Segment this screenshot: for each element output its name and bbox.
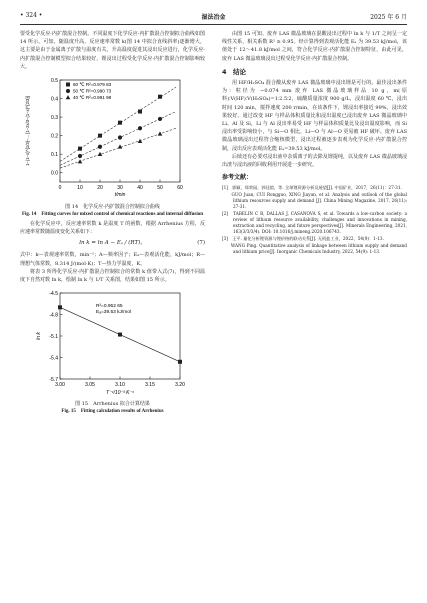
data-point bbox=[66, 89, 70, 93]
chart-annotation: R²=0.952 65 bbox=[96, 304, 123, 310]
data-point bbox=[158, 117, 162, 121]
y-tick-label: 0.4 bbox=[51, 96, 58, 103]
right-column bbox=[222, 30, 407, 256]
y-axis-label: ln k bbox=[36, 332, 42, 341]
reference-item: [1] 郭颖，郑荣园，郭佳韵，等. 全球锂资源分析及展望[J]. 中国矿业，2017，26(11)：27-31. bbox=[222, 185, 402, 191]
data-point bbox=[58, 306, 62, 310]
reference-item: [3] 王平. 量化分析锂资源与锂价格的联动关系[J]. 无机盐工业，2022，54(9)：1-13. bbox=[222, 236, 384, 242]
figure-14-caption bbox=[20, 204, 205, 218]
data-point bbox=[118, 135, 122, 139]
y-tick-label: -4.8 bbox=[49, 312, 58, 319]
right-paragraph-3: 后续还有必要对浸出液中杂质离子的去除及锂提纯，以及废弃 LAS 微晶玻璃浸出渣与浸出液的回收利用开展进一步研究。 bbox=[222, 153, 407, 169]
figure-14-caption-cn: 图 14 化学反应-内扩散混合控制拟合曲线 bbox=[65, 204, 160, 211]
right-paragraph-2: 用 HF/H₂SO₄ 混合酸从废弃 LAS 微晶玻璃中浸出锂是可行的。最佳浸出条件为：粒径为 −0.074 mm 废弃 LAS 微晶玻璃样品 10 g，m(原料)∶V(HF)∶V(H₂SO₄)=1∶2.5∶2，硫酸质量浓度 900 g/L，浸出温度 60 ℃，浸出时间 120 min，搅拌速度 200 r/min，在该条件下，锂浸出率接近 99%，浸出效果较好。通过改变 HF 与样品体积质量比和浸出温度已浸出废弃 LAS 微晶玻璃中 Li、Al 及 Si，Li 与 Al 浸出率易受 HF 与样品体积质量比及浸出温度影响，而 Si 浸出率受影响较小，与 Si—O 相比，Li—O 与 Al—O 更易被 HF 破坏。废弃 LAS 微晶玻璃浸出过程符合缩核模型，浸出过程被逐步表观为化学反应-内扩散混合控制，浸出反应表观活化能 Eₐ=39.53 kJ/mol。 bbox=[222, 80, 407, 152]
data-point bbox=[138, 139, 143, 143]
reference-item: GUO Juan, CUI Rongguo, XING Jiayun, et al. Analysis and outlook of the global lithium resources supply and demand [J]. China Mining Magazine, 2017, 26(11): 27-31. bbox=[222, 192, 407, 210]
data-point bbox=[118, 144, 123, 148]
data-point bbox=[138, 126, 142, 130]
legend-entry: 40 ℃ R²=0.991 98 bbox=[73, 95, 112, 101]
reference-item: [2] TABELIN C B, DALLAS J, CASANOVA S, et al. Towards a low-carbon society: a review of lithium resource availability, challenges and innovations in mining, extraction and recycling, and future perspectives[J]. Minerals Engineering, 2021, 163(3/3/3/4). DOI: 10.1016/j.mineng.2020.106743. bbox=[222, 211, 407, 235]
data-point bbox=[158, 95, 162, 99]
data-point bbox=[66, 95, 71, 99]
data-point bbox=[98, 134, 102, 138]
y-tick-label: 0.1 bbox=[51, 151, 58, 158]
journal-name: 湿法冶金 bbox=[201, 14, 226, 21]
equation-body: ln k = ln A − Eₐ / (RT)。 bbox=[79, 240, 146, 247]
data-point bbox=[66, 83, 70, 87]
data-point bbox=[98, 145, 102, 149]
left-paragraph-3: 式中：k—表观速率常数，min⁻¹；A—频率因子；Eₐ—表观活化能，kJ/mol；R—理想气体常数，8.314 J/(mol·K)；T—热力学温度，K。 bbox=[20, 252, 205, 267]
legend-entry: 60 ℃ R²=0.979 83 bbox=[73, 82, 112, 88]
data-point bbox=[98, 152, 103, 156]
data-point bbox=[138, 110, 142, 114]
data-point bbox=[158, 131, 163, 135]
figure-15-caption bbox=[20, 401, 205, 415]
equation-7 bbox=[20, 236, 205, 251]
x-tick-label: 3.15 bbox=[145, 382, 155, 389]
x-axis-label: t/min bbox=[114, 192, 126, 199]
data-point bbox=[78, 159, 83, 163]
x-tick-label: 3.20 bbox=[175, 382, 185, 389]
left-paragraph-4: 将表 3 所得化学反应-内扩散混合控制拟合的常数 k 值带入式(7)，得到不同温度下自然对数 ln k，绘制 ln k 与 1/T 关系图，结果如图 15 所示。 bbox=[20, 268, 205, 284]
x-tick-label: 10 bbox=[77, 185, 83, 192]
figure-15-chart bbox=[20, 287, 205, 399]
y-tick-label: -5.7 bbox=[49, 377, 58, 384]
chart-annotation: Eₐ=39.53 kJ/mol bbox=[96, 310, 131, 316]
y-tick-label: -5.4 bbox=[49, 355, 58, 362]
page-number: • 324 • bbox=[20, 12, 43, 19]
x-tick-label: 50 bbox=[157, 185, 163, 192]
data-point bbox=[118, 333, 122, 337]
x-tick-label: 3.05 bbox=[85, 382, 95, 389]
equation-number: (7) bbox=[197, 240, 205, 247]
y-tick-label: 0.5 bbox=[51, 77, 58, 84]
y-axis-label: 1−(1−x)^{1/3}−... [1−2x/3−(1−x)^{2/3}] bbox=[25, 96, 30, 166]
x-tick-label: 40 bbox=[137, 185, 143, 192]
y-tick-label: 0.2 bbox=[51, 133, 58, 140]
data-point bbox=[78, 147, 82, 151]
figure-15-caption-en: Fig. 15 Fitting calculation results of Arrhenius bbox=[61, 409, 164, 415]
section-title-conclusion: 4 结论 bbox=[222, 67, 247, 76]
issue-date: 2025 年 6 月 bbox=[370, 14, 407, 21]
page-header bbox=[20, 10, 407, 25]
x-axis-label: T⁻¹/10⁻³ K⁻¹ bbox=[106, 390, 134, 397]
left-column bbox=[20, 30, 205, 417]
right-paragraph-1: 由图 15 可知，废弃 LAS 微晶玻璃在混酸浸出过程中 ln k 与 1/T 之间呈一定线性关系，相关系数 R² ≥ 0.95。经计算得到表观活化能 Eₐ 为 39.53 kJ/mol，该值处于 12～41.8 kJ/mol 之间，符合化学反应-内扩散混合控制特征，由此可见，废弃 LAS 微晶玻璃浸出过程受化学反应-内扩散混合控制。 bbox=[222, 31, 407, 62]
y-tick-label: -4.5 bbox=[49, 291, 58, 298]
legend-entry: 50 ℃ R²=0.990 73 bbox=[73, 88, 112, 94]
data-point bbox=[78, 154, 82, 158]
references-title: 参考文献： bbox=[222, 174, 253, 182]
x-tick-label: 30 bbox=[117, 185, 123, 192]
reference-item: WANG Ping. Quantitative analysis of linkage between lithium supply and demand and lithium price[J]. Inorganic Chemicals Industry, 2022, 54(9): 1-13. bbox=[222, 243, 407, 255]
figure-15-caption-cn: 图 15 Arrhenius 拟合计算结果 bbox=[75, 401, 150, 408]
x-tick-label: 60 bbox=[177, 185, 183, 192]
data-point bbox=[118, 121, 122, 125]
y-tick-label: -5.1 bbox=[49, 334, 58, 341]
reference-list bbox=[222, 185, 407, 255]
x-tick-label: 20 bbox=[97, 185, 103, 192]
figure-14-caption-en: Fig. 14 Fitting curves for mixed control of chemical reactions and internal diffusion bbox=[21, 212, 204, 218]
figure-14-chart bbox=[20, 74, 205, 202]
x-tick-label: 3.00 bbox=[55, 382, 65, 389]
y-tick-label: 0.0 bbox=[51, 170, 58, 177]
x-tick-label: 3.10 bbox=[115, 382, 125, 389]
y-tick-label: 0.3 bbox=[51, 114, 58, 121]
x-tick-label: 0 bbox=[58, 185, 62, 192]
left-paragraph-2: 在化学反应中，反应速率常数 k 是温度 T 的函数，根据 Arrhenius 方程，反应速率常数随温度变化关系如下： bbox=[20, 221, 205, 236]
left-paragraph-1: 要受化学反应-内扩散混合控制。不同温度下化学反应-内扩散混合控制拟合曲线如图 14 所示。可知，随温度升高，反应速率常数 k(图 14 中拟合直线斜率)逐渐增大，这主要是由于金属离子扩散与温度有关，升高温度促进其浸出反应进行，化学反应-内扩散混合控制模型拟合结果较好，锂浸出过程受化学反应-内扩散混合控制影响较大。 bbox=[20, 31, 205, 70]
data-point bbox=[178, 360, 182, 364]
